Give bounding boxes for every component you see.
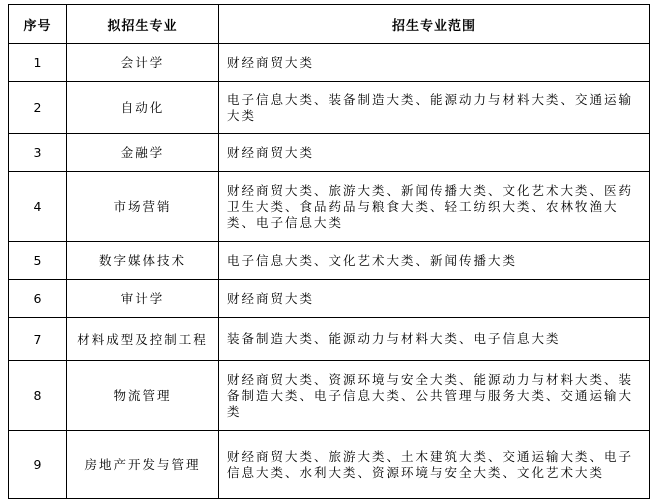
- row-index: 9: [9, 431, 67, 499]
- table-row: [9, 431, 650, 499]
- row-scope: 财经商贸大类: [219, 44, 650, 82]
- table-row: [9, 134, 650, 172]
- table-row: [9, 242, 650, 280]
- row-index: 8: [9, 361, 67, 431]
- majors-table: [8, 4, 650, 499]
- row-scope: 装备制造大类、能源动力与材料大类、电子信息大类: [219, 318, 650, 361]
- row-major: 市场营销: [67, 172, 219, 242]
- row-scope: 电子信息大类、文化艺术大类、新闻传播大类: [219, 242, 650, 280]
- row-scope: 财经商贸大类、旅游大类、土木建筑大类、交通运输大类、电子信息大类、水利大类、资源环境与安全大类、文化艺术大类: [219, 431, 650, 499]
- header-scope: 招生专业范围: [219, 5, 650, 44]
- row-major: 房地产开发与管理: [67, 431, 219, 499]
- row-major: 自动化: [67, 82, 219, 134]
- row-index: 4: [9, 172, 67, 242]
- row-scope: 财经商贸大类: [219, 280, 650, 318]
- row-index: 6: [9, 280, 67, 318]
- header-index: 序号: [9, 5, 67, 44]
- table-row: [9, 44, 650, 82]
- header-major: 拟招生专业: [67, 5, 219, 44]
- row-major: 审计学: [67, 280, 219, 318]
- row-major: 材料成型及控制工程: [67, 318, 219, 361]
- row-major: 会计学: [67, 44, 219, 82]
- row-major: 金融学: [67, 134, 219, 172]
- table-row: [9, 82, 650, 134]
- row-scope: 电子信息大类、装备制造大类、能源动力与材料大类、交通运输大类: [219, 82, 650, 134]
- row-major: 数字媒体技术: [67, 242, 219, 280]
- row-major: 物流管理: [67, 361, 219, 431]
- row-index: 2: [9, 82, 67, 134]
- row-scope: 财经商贸大类、旅游大类、新闻传播大类、文化艺术大类、医药卫生大类、食品药品与粮食大类、轻工纺织大类、农林牧渔大类、电子信息大类: [219, 172, 650, 242]
- row-index: 5: [9, 242, 67, 280]
- row-index: 3: [9, 134, 67, 172]
- row-index: 1: [9, 44, 67, 82]
- table-row: [9, 280, 650, 318]
- table-row: [9, 361, 650, 431]
- row-scope: 财经商贸大类: [219, 134, 650, 172]
- row-index: 7: [9, 318, 67, 361]
- table-row: [9, 318, 650, 361]
- row-scope: 财经商贸大类、资源环境与安全大类、能源动力与材料大类、装备制造大类、电子信息大类、公共管理与服务大类、交通运输大类: [219, 361, 650, 431]
- table-header-row: [9, 5, 650, 44]
- table-row: [9, 172, 650, 242]
